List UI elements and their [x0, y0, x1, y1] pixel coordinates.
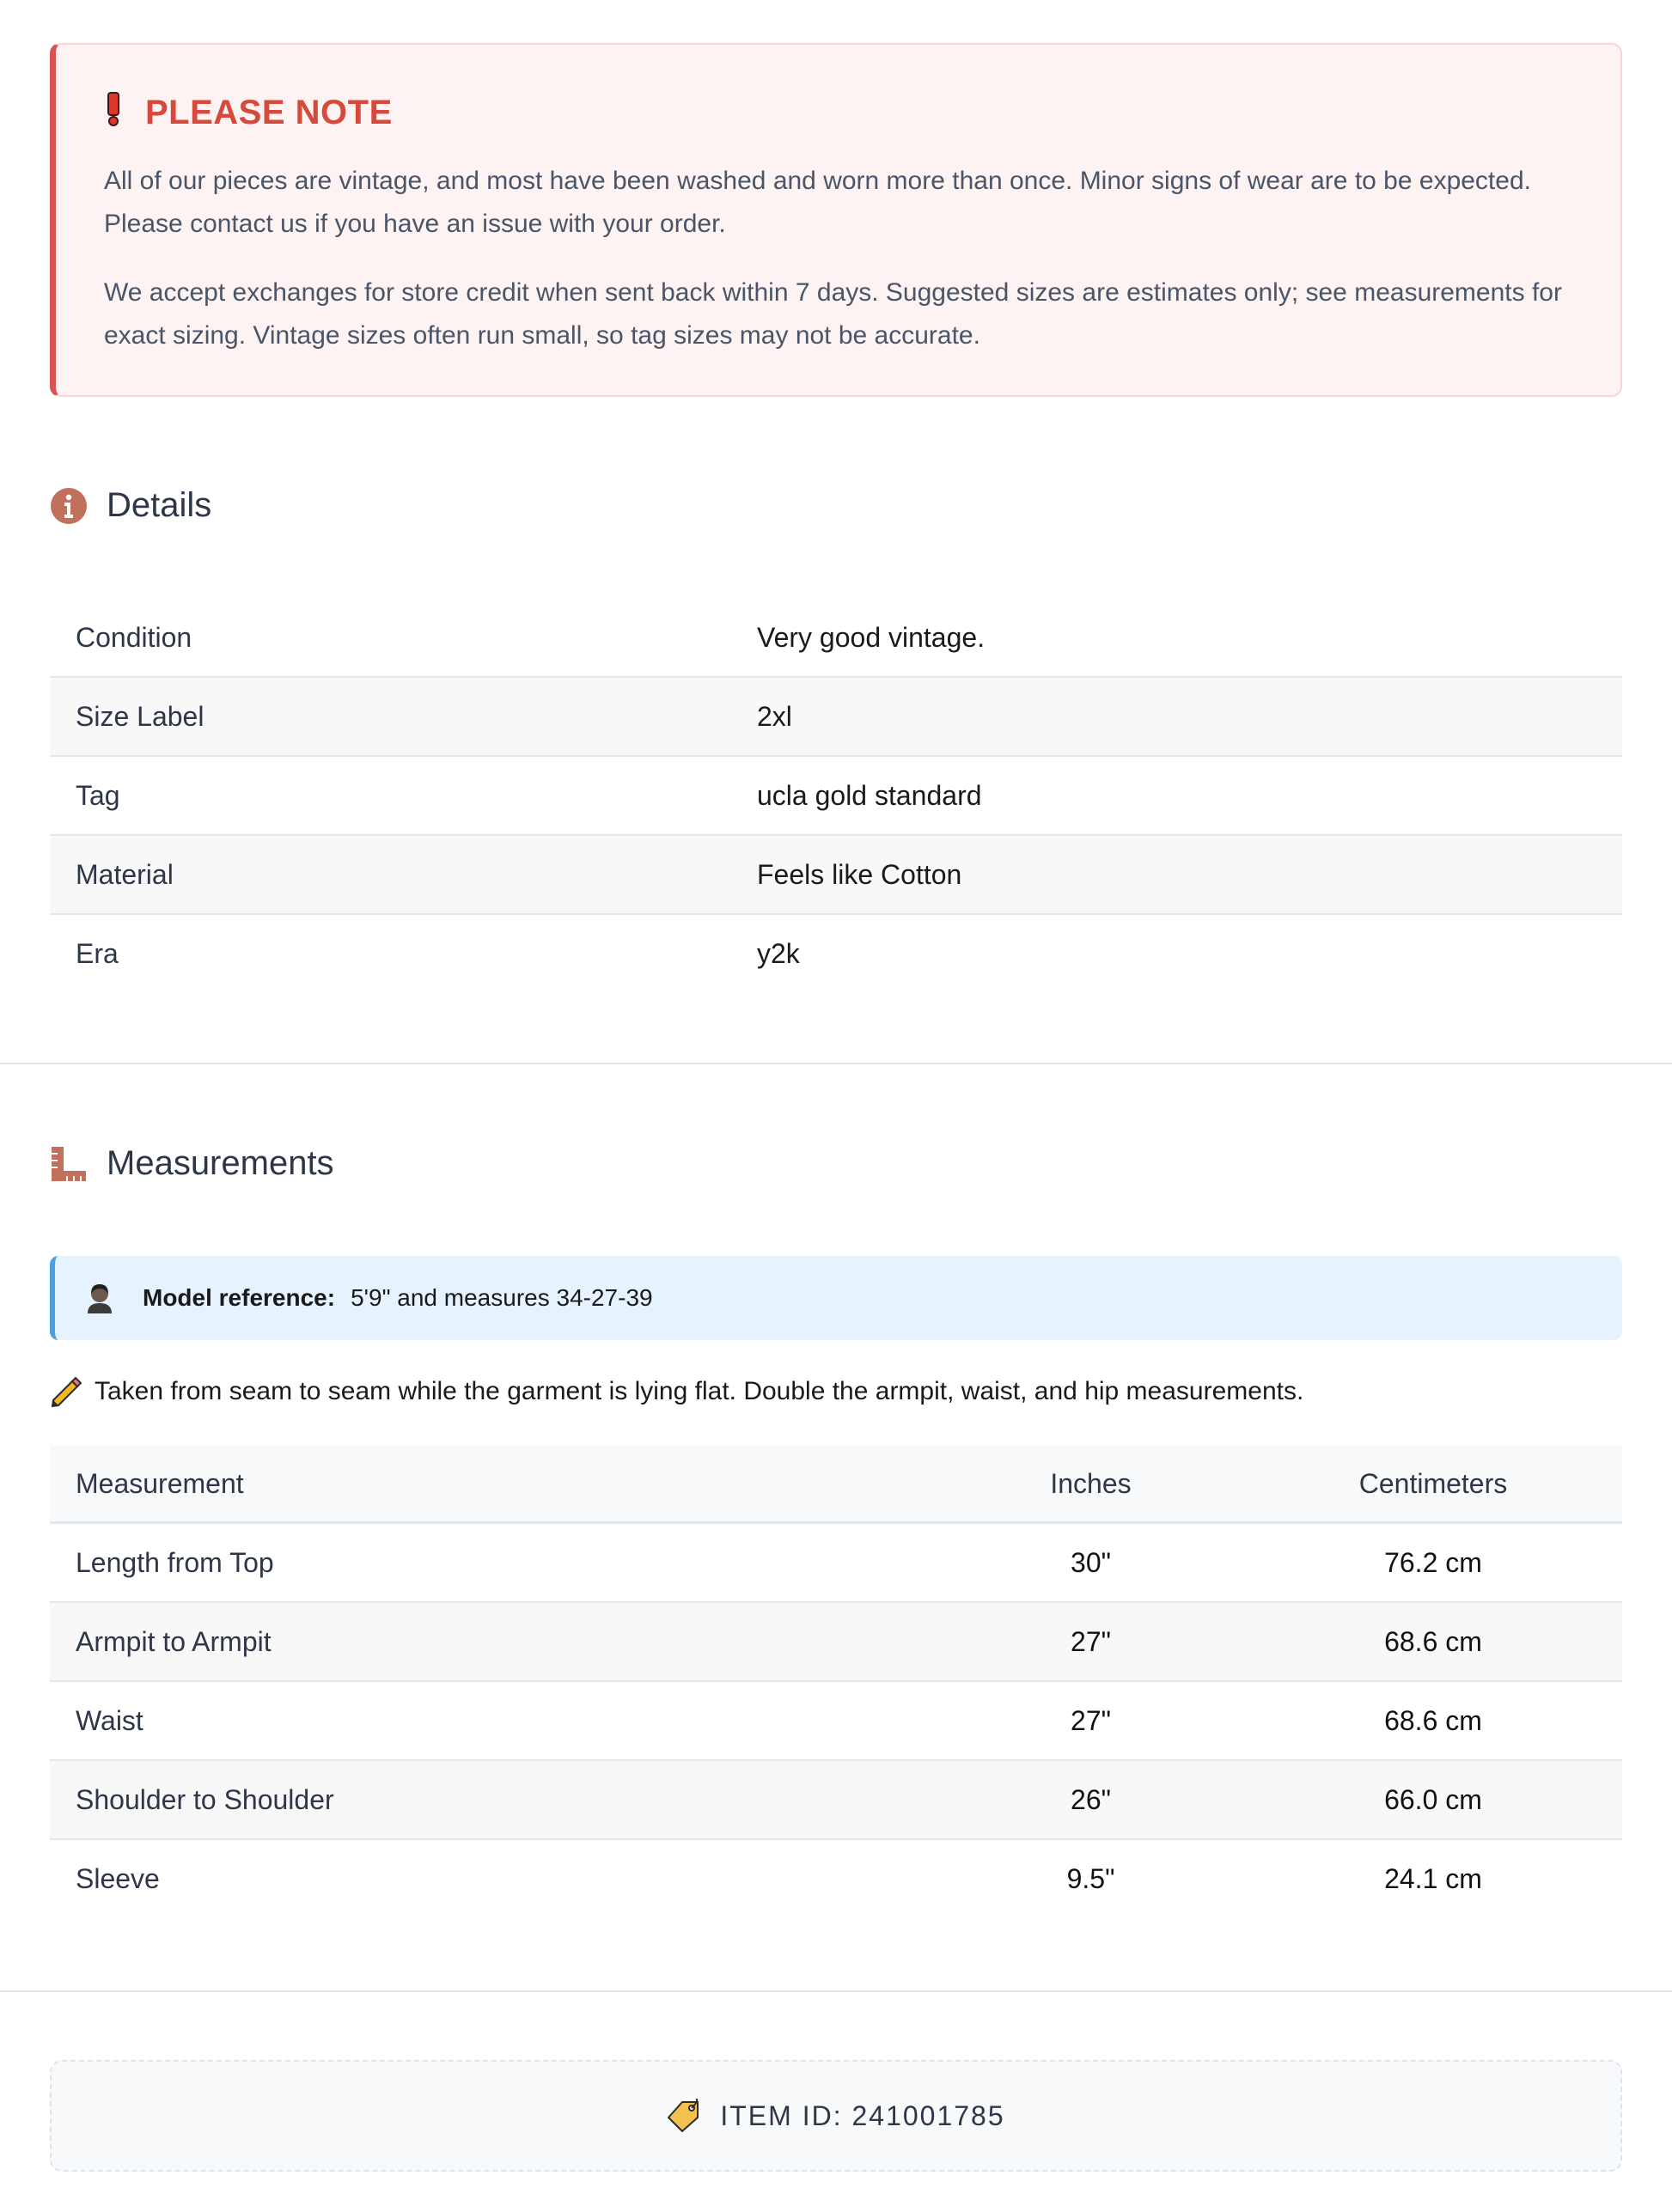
- measurement-cm: 76.2 cm: [1244, 1523, 1622, 1603]
- measurement-inches: 27": [937, 1602, 1244, 1681]
- table-row: [50, 1681, 1622, 1760]
- measurement-cm: 68.6 cm: [1244, 1602, 1622, 1681]
- detail-value: Feels like Cotton: [757, 835, 1622, 914]
- detail-value: ucla gold standard: [757, 756, 1622, 835]
- detail-value: Very good vintage.: [757, 599, 1622, 677]
- exclamation-icon: [104, 89, 123, 136]
- measurements-heading: [50, 1144, 334, 1183]
- measurement-name: Sleeve: [76, 1862, 160, 1894]
- measurement-inches: 26": [937, 1760, 1244, 1839]
- notice-paragraph-2: We accept exchanges for store credit when sent back within 7 days. Suggested sizes are estimates only; see measurements for exact sizing. Vintage sizes often run small, so tag sizes may not be accurate.: [104, 278, 1562, 350]
- ruler-icon: [50, 1145, 88, 1183]
- detail-label: Material: [50, 835, 757, 914]
- measurements-table: [50, 1446, 1622, 1917]
- measurement-name: Shoulder to Shoulder: [50, 1760, 937, 1839]
- section-divider: [0, 1063, 1672, 1064]
- measurement-name: Armpit to Armpit: [50, 1602, 937, 1681]
- table-row: [50, 599, 1622, 677]
- measurement-tip-text: Taken from seam to seam while the garment is lying flat. Double the armpit, waist, and hip measurements.: [95, 1377, 1304, 1405]
- details-table: [50, 599, 1622, 992]
- measurement-name: Length from Top: [50, 1523, 937, 1603]
- measurement-cm: 24.1 cm: [1384, 1862, 1482, 1894]
- measurement-tip: [50, 1374, 1303, 1409]
- table-row: [50, 914, 1622, 992]
- measurement-name: Waist: [50, 1681, 937, 1760]
- table-row: [50, 1602, 1622, 1681]
- item-id-label: ITEM ID: 241001785: [720, 2099, 1005, 2131]
- detail-label: Era: [76, 937, 119, 969]
- column-header-inches: Inches: [937, 1446, 1244, 1523]
- person-icon: [82, 1281, 117, 1315]
- notice-paragraph-1: All of our pieces are vintage, and most have been washed and worn more than once. Minor signs of wear are to be expected. Please contact us if you have an issue with your order.: [104, 167, 1531, 238]
- notice-title: PLEASE NOTE: [145, 93, 393, 131]
- detail-value: y2k: [757, 937, 800, 969]
- table-row: [50, 1839, 1622, 1917]
- detail-label: Size Label: [50, 677, 757, 756]
- notice-box: [50, 43, 1622, 397]
- table-header-row: [50, 1446, 1622, 1523]
- measurement-inches: 27": [937, 1681, 1244, 1760]
- details-heading: [50, 486, 211, 525]
- section-divider: [0, 1990, 1672, 1992]
- model-reference-value: 5'9" and measures 34-27-39: [351, 1284, 653, 1311]
- measurement-inches: 9.5": [1066, 1862, 1115, 1894]
- table-row: [50, 756, 1622, 835]
- detail-value: 2xl: [757, 677, 1622, 756]
- column-header-centimeters: Centimeters: [1244, 1446, 1622, 1523]
- item-id-box: [50, 2060, 1622, 2172]
- pencil-icon: [50, 1374, 84, 1409]
- measurements-title: Measurements: [107, 1144, 334, 1182]
- table-row: [50, 1523, 1622, 1603]
- measurement-inches: 30": [937, 1523, 1244, 1603]
- table-row: [50, 1760, 1622, 1839]
- details-title: Details: [107, 486, 212, 524]
- table-row: [50, 835, 1622, 914]
- info-icon: [50, 487, 88, 525]
- detail-label: Condition: [50, 599, 757, 677]
- measurement-cm: 68.6 cm: [1244, 1681, 1622, 1760]
- detail-label: Tag: [50, 756, 757, 835]
- model-reference-label: Model reference:: [143, 1284, 336, 1311]
- measurement-cm: 66.0 cm: [1244, 1760, 1622, 1839]
- table-row: [50, 677, 1622, 756]
- model-reference-callout: [50, 1256, 1622, 1340]
- notice-heading: [104, 89, 393, 136]
- column-header-measurement: Measurement: [50, 1446, 937, 1523]
- price-tag-icon: [667, 2099, 701, 2133]
